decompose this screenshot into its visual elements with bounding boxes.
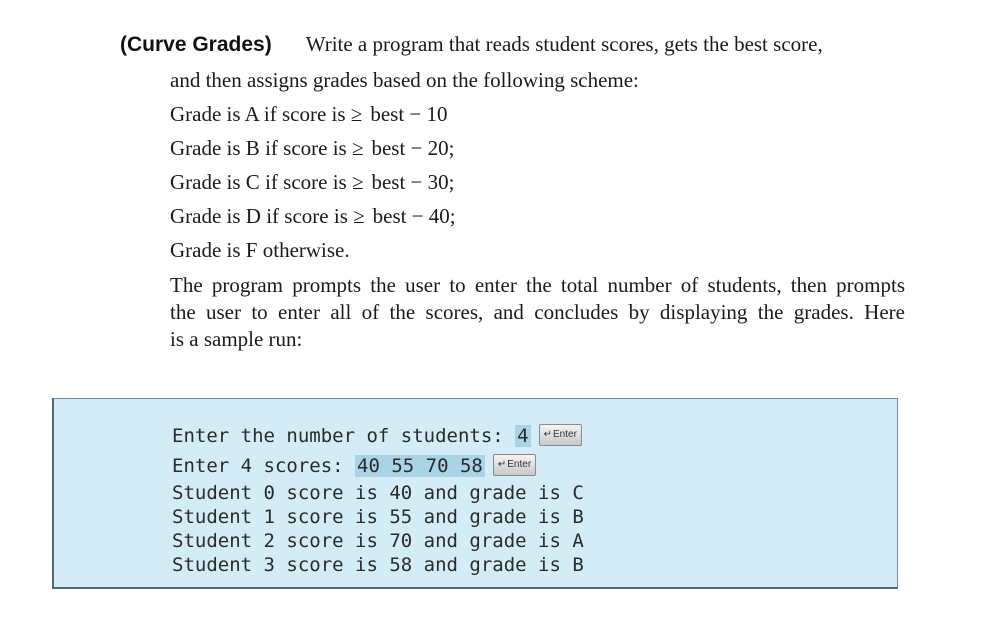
rule-lhs: Grade is B if score is ≥ [170,136,364,160]
enter-key-icon [539,424,582,446]
rule-c [170,168,455,196]
rule-lhs: Grade is A if score is ≥ [170,102,363,126]
description-paragraph [170,272,905,353]
description-line: The program prompts the user to enter the total number of students, then prompts [170,273,905,297]
enter-key-icon [493,454,536,476]
rule-rhs: best − 20; [371,136,455,160]
console-output-line: Student 3 score is 58 and grade is B [172,554,584,576]
rule-otherwise: Grade is F otherwise. [170,238,350,262]
rule-b [170,134,455,162]
console-lines [172,421,584,577]
console-output-line: Student 1 score is 55 and grade is B [172,506,584,528]
rule-lhs: Grade is C if score is ≥ [170,170,364,194]
intro-continuation: and then assigns grades based on the following scheme: [170,68,639,92]
console-prompt-scores [172,451,584,481]
console-prompt-students [172,421,584,451]
enter-key-label: Enter [553,428,577,440]
user-input-count: 4 [517,425,529,447]
return-arrow-icon: ↵ [497,458,507,470]
rule-rhs: best − 30; [371,170,455,194]
rule-d [170,202,456,230]
exercise-heading [120,30,910,59]
console-output-line: Student 2 score is 70 and grade is A [172,530,584,552]
rule-rhs: best − 10 [370,102,448,126]
description-line: is a sample run: [170,327,303,351]
description-line: the user to enter all of the scores, and concludes by displaying the grades. Here [170,300,905,324]
prompt-text: Enter 4 scores: [172,455,356,477]
user-input-scores: 40 55 70 58 [357,455,483,477]
sample-run-console [52,398,898,589]
rule-rhs: best − 40; [372,204,456,228]
exercise-title: (Curve Grades) [120,33,272,56]
console-output-line: Student 0 score is 40 and grade is C [172,482,584,504]
prompt-text: Enter the number of students: [172,425,516,447]
rule-lhs: Grade is D if score is ≥ [170,204,365,228]
intro-first-line: Write a program that reads student scores, gets the best score, [305,32,823,56]
rule-a [170,100,448,128]
enter-key-label: Enter [507,458,532,470]
return-arrow-icon: ↵ [543,428,553,440]
